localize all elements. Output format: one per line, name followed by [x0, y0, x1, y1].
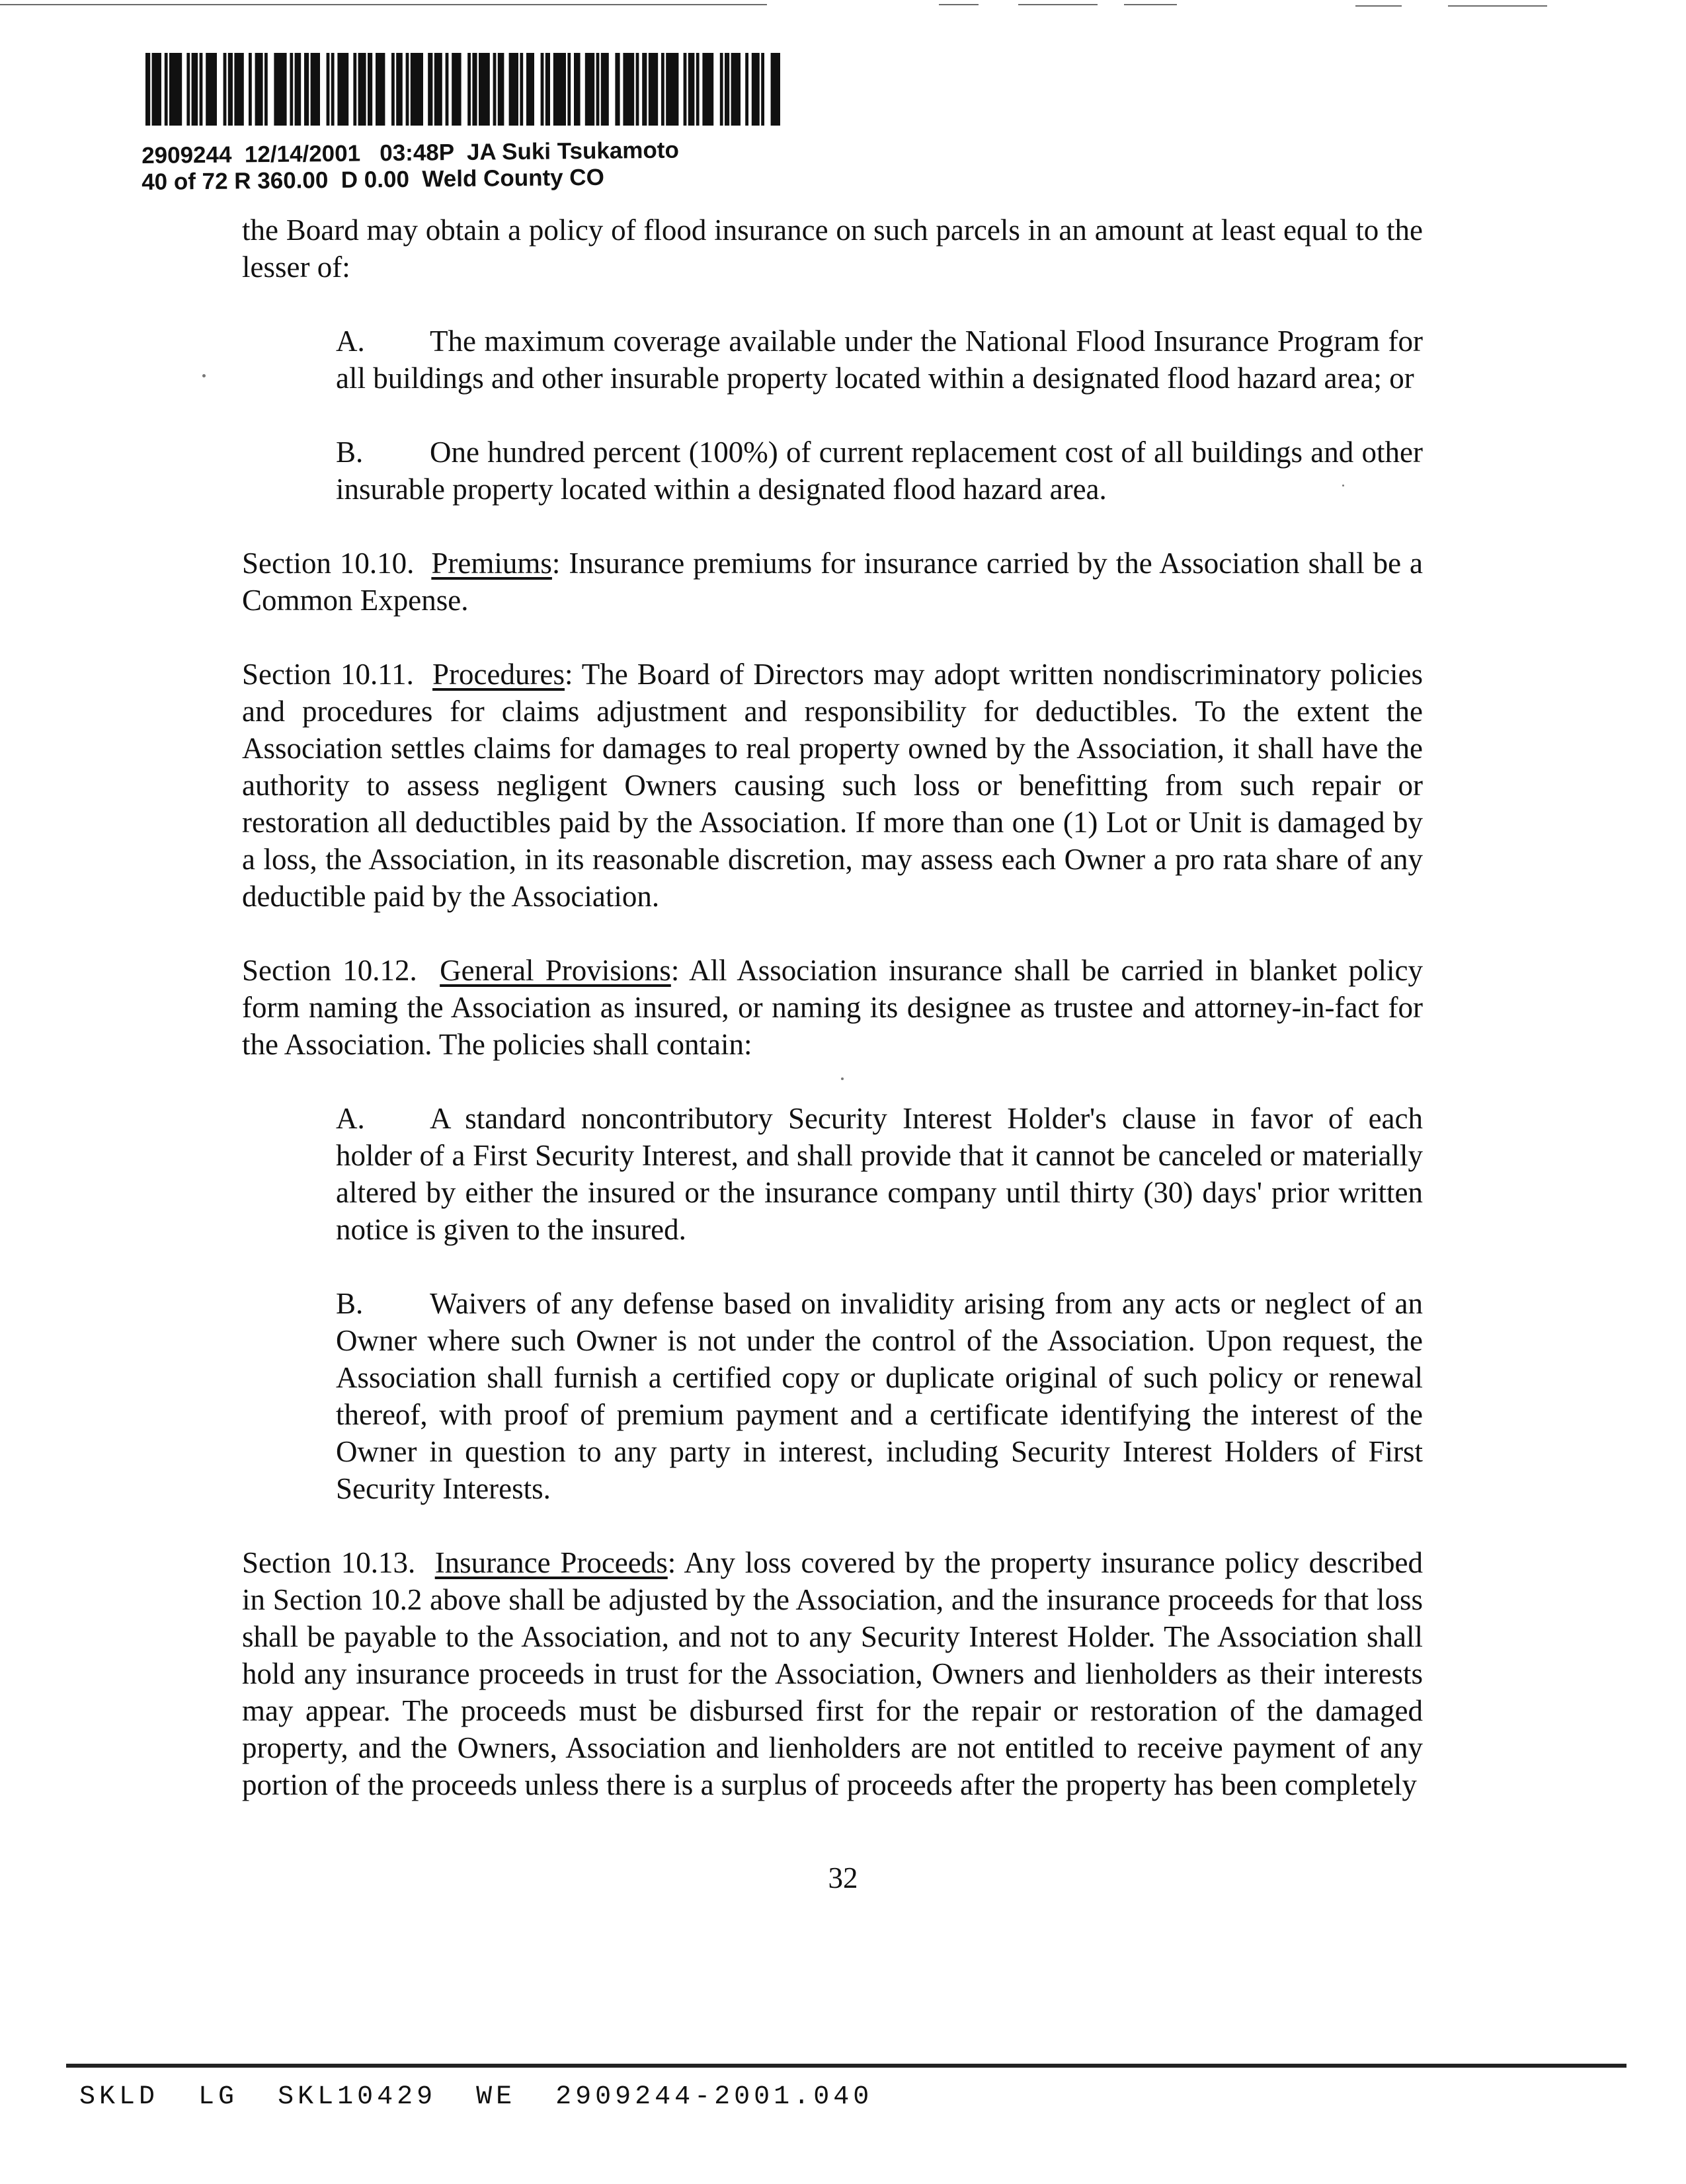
- fee-d: D 0.00: [341, 166, 410, 193]
- recorder-name: JA Suki Tsukamoto: [466, 137, 680, 165]
- section-number: Section 10.11.: [242, 658, 414, 691]
- footer-code-2: LG: [198, 2082, 239, 2112]
- footer-code-1: SKLD: [79, 2082, 159, 2112]
- section-10-12: [242, 952, 1423, 1063]
- barcode-bar: [165, 53, 168, 126]
- item-letter: B.: [336, 436, 364, 469]
- provision-item-b: [336, 1285, 1423, 1507]
- item-text: A standard noncontributory Security Interest Holder's clause in favor of each holder of a First Security Interest, and shall provide that it cannot be canceled or materially altered by either the insured or the insurance company until thirty (30) days' prior written notice is given to the insured.: [336, 1102, 1423, 1246]
- section-number: Section 10.12.: [242, 954, 417, 987]
- barcode-bar: [206, 53, 217, 126]
- barcode-bar: [145, 53, 150, 126]
- page-of-total: 40 of 72: [141, 168, 228, 195]
- reception-number: 2909244: [141, 141, 232, 169]
- scan-edge-line: [1448, 5, 1547, 7]
- section-text: : Any loss covered by the property insurance policy described in Section 10.2 above shall be adjusted by the Association, and the insurance proceeds for that loss shall be payable to the Association, and not to any Security Interest Holder. The Association shall hold any insurance proceeds in trust for the Association, Owners and lienholders as their interests may appear. The proceeds must be disbursed first for the repair or restoration of the damaged property, and the Owners, Association and lienholders are not entitled to receive payment of any portion of the proceeds unless there is a surplus of proceeds after the property has been completely: [242, 1546, 1424, 1801]
- barcode-bar: [223, 53, 227, 126]
- county-name: Weld County CO: [422, 164, 605, 192]
- intro-paragraph: the Board may obtain a policy of flood insurance on such parcels in an amount at least equal to the lesser of:: [242, 214, 1423, 284]
- section-10-13: [242, 1544, 1423, 1803]
- item-letter: A.: [336, 325, 365, 358]
- section-10-11: [242, 656, 1423, 915]
- section-text: : Insurance premiums for insurance carried by the Association shall be a Common Expense.: [242, 547, 1423, 617]
- barcode-bar: [152, 53, 161, 126]
- section-title: General Provisions: [440, 954, 671, 987]
- scan-speck: [202, 374, 206, 377]
- section-text: : The Board of Directors may adopt written nondiscriminatory policies and procedures for claims adjustment and responsibility for deductibles. To the extent the Association settles claims for damages to real property owned by the Association, it shall have the authority to assess negligent Owners causing such loss or benefitting from such repair or restoration all deductibles paid by the Association. If more than one (1) Lot or Unit is damaged by a loss, the Association, in its reasonable discretion, may assess each Owner a pro rata share of any deductible paid by the Association.: [242, 658, 1424, 913]
- item-text: Waivers of any defense based on invalidity arising from any acts or neglect of an Owner where such Owner is not under the control of the Association. Upon request, the Association shall furnish a certified copy or duplicate original of such policy or renewal thereof, with proof of premium payment and a certificate identifying the interest of the Owner in question to any party in interest, including Security Interest Holders of First Security Interests.: [336, 1287, 1423, 1505]
- barcode-bar: [192, 53, 198, 126]
- barcode-bar: [200, 53, 203, 126]
- section-number: Section 10.13.: [242, 1546, 416, 1579]
- document-body: [242, 0, 1423, 1838]
- provision-item-a: [336, 1100, 1423, 1248]
- item-text: One hundred percent (100%) of current replacement cost of all buildings and other insurable property located within a designated flood hazard area.: [336, 436, 1423, 506]
- barcode-bar: [186, 53, 190, 126]
- item-letter: A.: [336, 1102, 365, 1135]
- section-title: Premiums: [431, 547, 552, 580]
- recording-time: 03:48P: [380, 139, 454, 167]
- footer-code-3: SKL10429: [278, 2082, 437, 2112]
- item-letter: B.: [336, 1287, 364, 1320]
- section-text: : All Association insurance shall be carried in blanket policy form naming the Association as insured, or naming its designee as trustee and attorney-in-fact for the Association. The policies shall contain:: [242, 954, 1423, 1061]
- section-10-10: [242, 545, 1423, 619]
- flood-item-a: [336, 323, 1423, 397]
- flood-item-b: [336, 434, 1423, 508]
- section-title: Insurance Proceeds: [434, 1546, 668, 1579]
- footer-code-4: WE: [476, 2082, 516, 2112]
- section-title: Procedures: [432, 658, 565, 691]
- footer-rule: [66, 2064, 1626, 2068]
- recording-date: 12/14/2001: [244, 140, 361, 168]
- item-text: The maximum coverage available under the National Flood Insurance Program for all buildings and other insurable property located within a designated flood hazard area; or: [336, 325, 1423, 395]
- footer-doc-id: 2909244-2001.040: [555, 2082, 873, 2112]
- section-number: Section 10.10.: [242, 547, 415, 580]
- fee-r: R 360.00: [234, 167, 329, 194]
- footer-docket: [79, 2082, 873, 2112]
- barcode-bar: [228, 53, 233, 126]
- page-number: 32: [828, 1861, 858, 1894]
- barcode-bar: [169, 53, 182, 126]
